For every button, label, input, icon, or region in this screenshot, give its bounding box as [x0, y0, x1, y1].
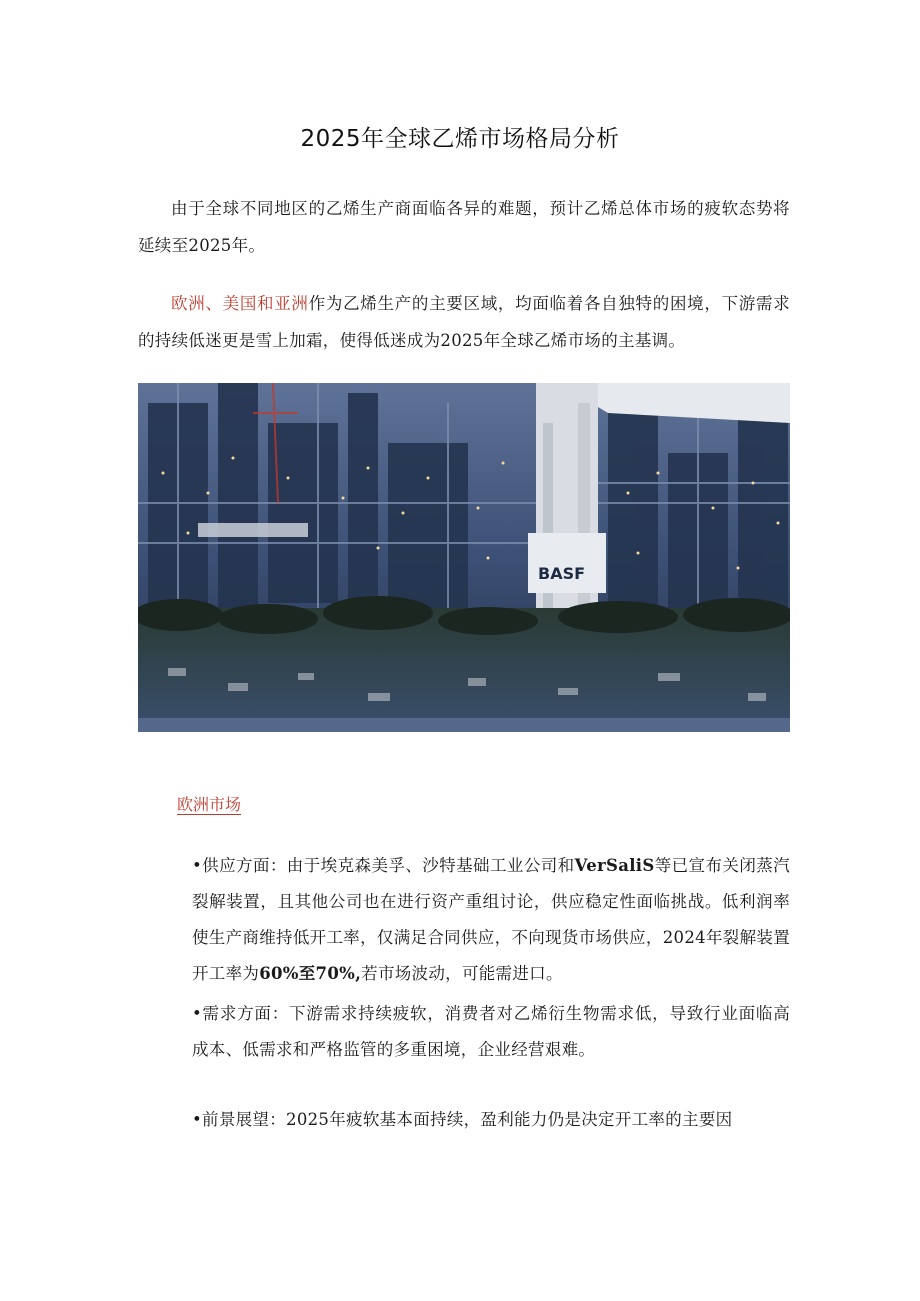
bullet-demand: •需求方面：下游需求持续疲软，消费者对乙烯衍生物需求低，导致行业面临高成本、低需求和严格监管的多重困境，企业经营艰难。: [192, 1004, 790, 1059]
regions-paragraph: [138, 285, 790, 359]
refinery-photo: [138, 383, 790, 732]
supply-lead: •供应方面：由于埃克森美孚、沙特基础工业公司和: [192, 856, 575, 875]
bullet-supply: [192, 848, 790, 992]
supply-company: VerSaliS: [574, 856, 655, 875]
regions-rest: 作为乙烯生产的主要区域，均面临着各自独特的困境，下游需求的持续低迷更是雪上加霜，使得低迷成为2025年全球乙烯市场的主基调。: [138, 294, 791, 350]
supply-rate: 60%至70%,: [259, 964, 362, 983]
supply-middle: 等已宣布关闭蒸汽裂解装置，且其他公司也在进行资产重组讨论，供应稳定性面临挑战。低利润率使生产商维持低开工率，仅满足合同供应，不向现货市场供应，2024年裂解装置开工率为: [192, 856, 790, 983]
section-heading-europe[interactable]: 欧洲市场: [177, 795, 242, 814]
page-title: 2025年全球乙烯市场格局分析: [300, 126, 620, 152]
intro-paragraph: 由于全球不同地区的乙烯生产商面临各异的难题，预计乙烯总体市场的疲软态势将延续至2025年。: [138, 199, 790, 255]
bullet-outlook: •前景展望：2025年疲软基本面持续，盈利能力仍是决定开工率的主要因: [192, 1110, 733, 1129]
photo-logo: BASF: [538, 564, 586, 583]
regions-highlight: 欧洲、美国和亚洲: [171, 294, 309, 313]
supply-tail: 若市场波动，可能需进口。: [361, 964, 563, 983]
